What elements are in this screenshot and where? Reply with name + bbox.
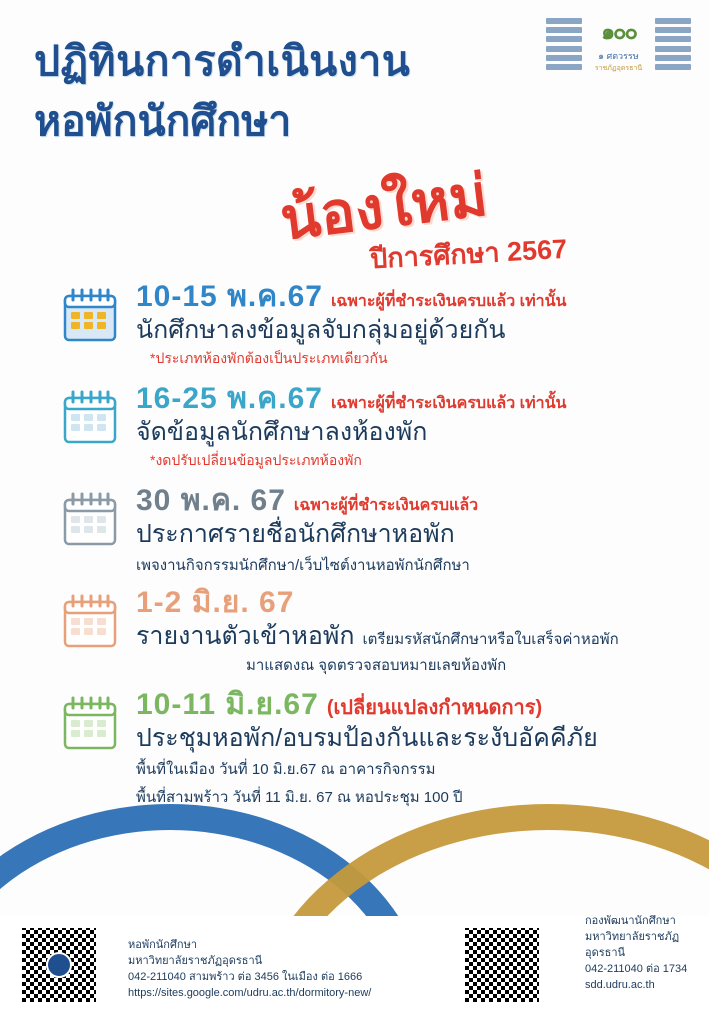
calendar-icon — [62, 594, 118, 650]
schedule-list — [0, 282, 709, 819]
qr-center-logo — [46, 952, 72, 978]
logo-center — [595, 14, 642, 74]
calendar-icon — [62, 492, 118, 548]
university-logo — [546, 14, 691, 74]
footer-contact-right — [585, 914, 709, 994]
schedule-description: จัดข้อมูลนักศึกษาลงห้องพัก — [136, 418, 428, 446]
schedule-description: ประกาศรายชื่อนักศึกษาหอพัก — [136, 520, 455, 548]
calendar-icon — [62, 288, 118, 344]
footer-left-line-1: หอพักนักศึกษา — [128, 939, 198, 952]
qr-code-icon-student-affairs[interactable] — [465, 928, 539, 1002]
schedule-date: 16-25 พ.ค.67 — [136, 382, 323, 415]
schedule-row-content — [136, 384, 679, 472]
schedule-subnote: *ประเภทห้องพักต้องเป็นประเภทเดียวกัน — [150, 349, 388, 366]
schedule-date: 10-15 พ.ค.67 — [136, 280, 323, 313]
schedule-row-content — [136, 486, 679, 577]
schedule-row — [0, 282, 709, 374]
calendar-icon — [62, 390, 118, 446]
page-title-line-1: ปฏิทินการดำเนินงาน — [34, 38, 411, 84]
footer — [0, 916, 709, 1024]
schedule-note: เฉพาะผู้ที่ชำระเงินครบแล้ว เท่านั้น — [330, 293, 567, 310]
schedule-subnote: พื้นที่ในเมือง วันที่ 10 มิ.ย.67 ณ อาคารกิจกรรม — [136, 760, 436, 778]
schedule-subnote: *งดปรับเปลี่ยนข้อมูลประเภทห้องพัก — [150, 451, 362, 468]
schedule-row — [0, 486, 709, 578]
footer-left-line-3: 042-211040 สามพร้าว ต่อ 3456 ในเมือง ต่อ 1666 — [128, 971, 363, 984]
schedule-subnote: เพจงานกิจกรรมนักศึกษา/เว็บไซต์งานหอพักนักศึกษา — [136, 556, 470, 574]
schedule-description: นักศึกษาลงข้อมูลจับกลุ่มอยู่ด้วยกัน — [136, 316, 506, 344]
schedule-description: รายงานตัวเข้าหอพัก — [136, 622, 355, 650]
schedule-description-inline: เตรียมรหัสนักศึกษาหรือใบเสร็จค่าหอพัก — [362, 631, 619, 648]
logo-subtitle-1: ๑ ศตวรรษ — [598, 51, 639, 61]
schedule-row-content — [136, 690, 679, 809]
schedule-note: เฉพาะผู้ที่ชำระเงินครบแล้ว — [293, 497, 479, 514]
footer-right-line-3: 042-211040 ต่อ 1734 — [585, 963, 688, 976]
schedule-subnote-2: พื้นที่สามพร้าว วันที่ 11 มิ.ย. 67 ณ หอประชุม 100 ปี — [136, 788, 463, 806]
schedule-row — [0, 384, 709, 476]
page-title-year: ปีการศึกษา 2567 — [369, 233, 568, 275]
schedule-description: ประชุมหอพัก/อบรมป้องกันและระงับอัคคีภัย — [136, 724, 598, 752]
footer-right-line-4[interactable]: sdd.udru.ac.th — [585, 979, 655, 992]
page-title-highlight: น้องใหม่ — [276, 162, 491, 253]
schedule-note: เฉพาะผู้ที่ชำระเงินครบแล้ว เท่านั้น — [330, 395, 567, 412]
schedule-subnote: มาแสดงณ จุดตรวจสอบหมายเลขห้องพัก — [246, 656, 507, 674]
schedule-row — [0, 690, 709, 809]
logo-mark: ๑๐๐ — [601, 19, 636, 44]
qr-code-icon-dormitory[interactable] — [22, 928, 96, 1002]
schedule-date: 1-2 มิ.ย. 67 — [136, 586, 295, 619]
schedule-date: 10-11 มิ.ย.67 — [136, 688, 319, 721]
footer-contact-left — [128, 938, 371, 1002]
schedule-description-wrap — [136, 622, 679, 651]
schedule-date: 30 พ.ค. 67 — [136, 484, 286, 517]
page-title-line-2: หอพักนักศึกษา — [34, 98, 292, 144]
logo-bars-right-icon — [655, 18, 691, 70]
schedule-row-content — [136, 588, 679, 677]
calendar-icon — [62, 696, 118, 752]
footer-right-line-2: มหาวิทยาลัยราชภัฏอุดรธานี — [585, 931, 680, 960]
logo-bars-left-icon — [546, 18, 582, 70]
footer-right-line-1: กองพัฒนานักศึกษา — [585, 915, 676, 928]
schedule-row — [0, 588, 709, 680]
footer-left-line-4[interactable]: https://sites.google.com/udru.ac.th/dormitory-new/ — [128, 987, 372, 1000]
logo-subtitle-2: ราชภัฏอุดรธานี — [594, 65, 643, 72]
schedule-note: (เปลี่ยนแปลงกำหนดการ) — [326, 697, 543, 719]
footer-left-line-2: มหาวิทยาลัยราชภัฏอุดรธานี — [128, 955, 263, 968]
schedule-row-content — [136, 282, 679, 370]
